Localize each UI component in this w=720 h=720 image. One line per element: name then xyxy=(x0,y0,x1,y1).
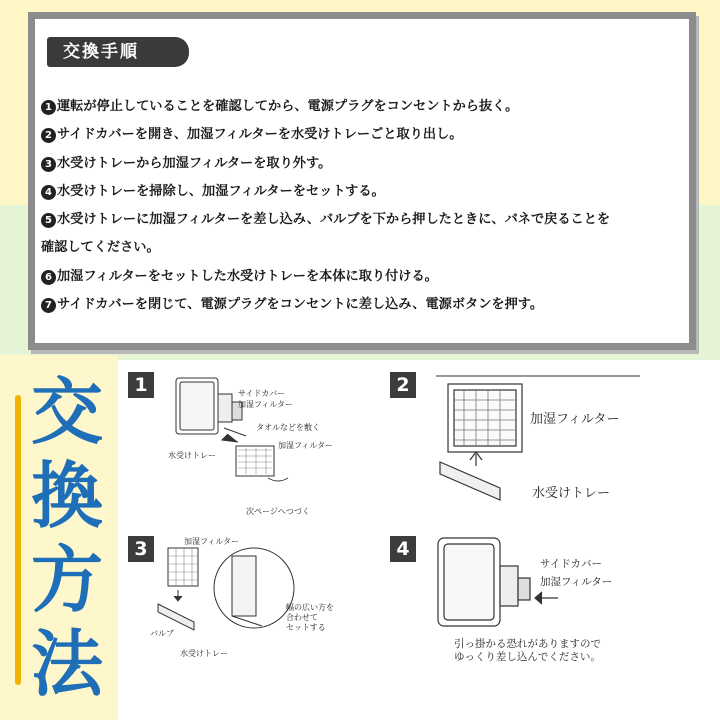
label-filter: 加湿フィルター xyxy=(184,537,240,546)
label-note-1: 引っ掛かる恐れがありますので xyxy=(454,638,601,650)
label-filter-2: 加湿フィルター xyxy=(278,441,334,450)
step-number: 7 xyxy=(41,298,56,313)
figure-4 xyxy=(390,536,660,686)
side-title-char: 法 xyxy=(30,622,103,706)
label-next-page: 次ページへつづく xyxy=(246,507,310,516)
figure-number: 1 xyxy=(128,372,154,398)
step-item xyxy=(41,150,679,178)
side-title-char: 換 xyxy=(30,454,103,538)
step-text: 水受けトレーを掃除し、加湿フィルターをセットする。 xyxy=(57,183,385,199)
label-tray: 水受けトレー xyxy=(168,451,216,460)
label-filter: 加湿フィルター xyxy=(540,576,613,588)
step-text: サイドカバーを開き、加湿フィルターを水受けトレーごと取り出し。 xyxy=(57,127,463,143)
figure-2 xyxy=(390,372,650,522)
side-title-char: 方 xyxy=(30,538,103,622)
label-note-2: ゆっくり差し込んでください。 xyxy=(454,651,601,663)
figure-number: 4 xyxy=(390,536,416,562)
filter-illustration xyxy=(390,372,650,522)
label-note-1: 幅の広い方を xyxy=(286,603,334,612)
label-tray: 水受けトレー xyxy=(180,649,228,658)
step-number: 2 xyxy=(41,128,56,143)
step-number: 4 xyxy=(41,185,56,200)
step-text: 運転が停止していることを確認してから、電源プラグをコンセントから抜く。 xyxy=(57,99,519,114)
instruction-card xyxy=(28,12,696,350)
step-item xyxy=(41,121,679,149)
step-number: 6 xyxy=(41,270,56,285)
step-number: 1 xyxy=(41,100,56,115)
figure-3 xyxy=(128,536,368,686)
card-header: 交換手順 xyxy=(47,37,189,67)
label-tray: 水受けトレー xyxy=(532,486,611,501)
step-item xyxy=(41,263,679,291)
step-text: 加湿フィルターをセットした水受けトレーを本体に取り付ける。 xyxy=(57,268,438,284)
side-title-char: 交 xyxy=(30,370,103,454)
figure-number: 2 xyxy=(390,372,416,398)
label-filter: 加湿フィルター xyxy=(530,412,620,427)
step-text: サイドカバーを閉じて、電源プラグをコンセントに差し込み、電源ボタンを押す。 xyxy=(57,297,544,313)
steps-list xyxy=(41,93,679,319)
step-number: 3 xyxy=(41,157,56,172)
title-accent-bar xyxy=(15,395,21,685)
label-filter: 加湿フィルター xyxy=(238,400,294,409)
label-note-2: 合わせて xyxy=(286,613,318,622)
label-side-cover: サイドカバー xyxy=(540,558,602,570)
label-towel: タオルなどを敷く xyxy=(256,423,320,432)
step-item-continuation: 確認してください。 xyxy=(41,240,160,256)
step-text: 水受けトレーに加湿フィルターを差し込み、バルブを下から押したときに、バネで戻ることを xyxy=(57,212,611,228)
step-number: 5 xyxy=(41,213,56,228)
step-item xyxy=(41,178,679,206)
label-note-3: セットする xyxy=(286,623,326,632)
figure-1 xyxy=(128,372,358,522)
side-title xyxy=(22,370,112,706)
label-side-cover: サイドカバー xyxy=(238,389,286,398)
label-valve: バルブ xyxy=(150,629,174,638)
figure-number: 3 xyxy=(128,536,154,562)
step-item xyxy=(41,93,679,121)
step-text: 水受けトレーから加湿フィルターを取り外す。 xyxy=(57,155,332,171)
step-item xyxy=(41,206,679,234)
step-item xyxy=(41,291,679,319)
